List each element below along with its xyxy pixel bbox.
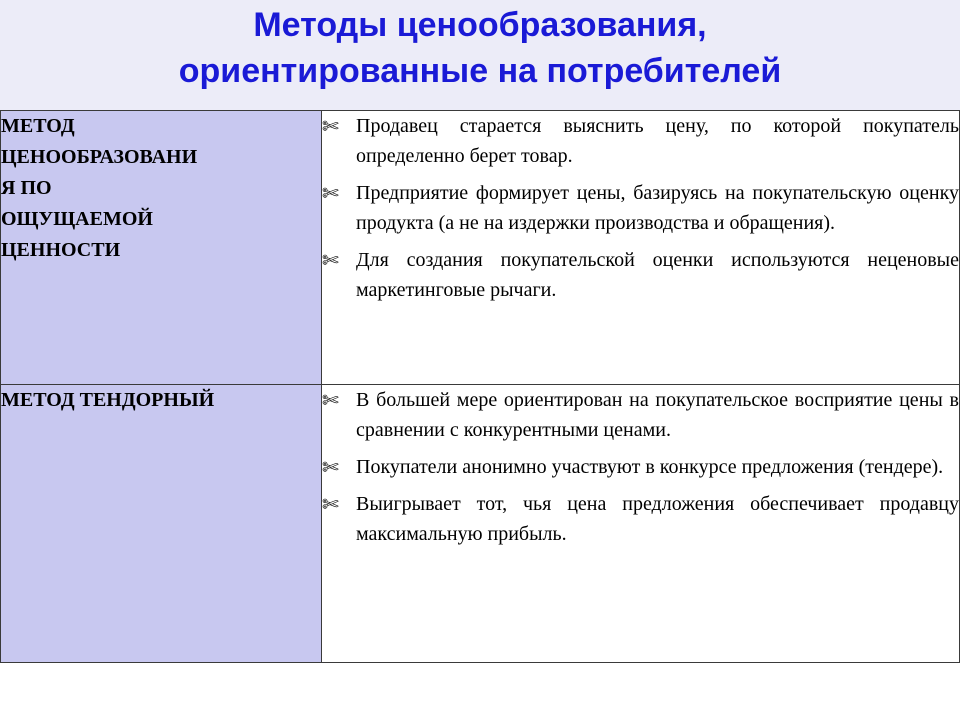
method-description-cell [322,385,960,663]
method-description-cell [322,111,960,385]
slide-title [0,2,960,94]
method-name-cell [1,385,322,663]
scissors-icon: ✄ [322,116,339,138]
table-row [1,111,960,385]
scissors-icon: ✄ [322,457,339,479]
method-name-cell [1,111,322,385]
bullet-item [322,452,959,482]
bullet-item [322,385,959,445]
bullet-item [322,489,959,549]
scissors-icon: ✄ [322,250,339,272]
scissors-icon: ✄ [322,494,339,516]
bullet-list [322,385,959,549]
scissors-icon: ✄ [322,183,339,205]
slide-title-line-1: Методы ценообразования, [253,6,707,44]
methods-table [0,110,960,663]
bullet-text: Предприятие формирует цены, базируясь на покупательскую оценку продукта (а не на издержки производства и обращения). [356,182,959,234]
bullet-text: Для создания покупательской оценки используются неценовые маркетинговые рычаги. [356,249,959,301]
bullet-text: Выигрывает тот, чья цена предложения обеспечивает продавцу максимальную прибыль. [356,493,959,545]
bullet-item [322,178,959,238]
method-name: МЕТОД ЦЕНООБРАЗОВАНИ Я ПО ОЩУЩАЕМОЙ ЦЕННОСТИ [1,115,198,261]
bullet-text: Продавец старается выяснить цену, по которой покупатель определенно берет товар. [356,115,959,167]
scissors-icon: ✄ [322,390,339,412]
bullet-item [322,245,959,305]
bullet-list [322,111,959,305]
bullet-item [322,111,959,171]
table-row [1,385,960,663]
method-name: МЕТОД ТЕНДОРНЫЙ [1,389,215,411]
slide-title-line-2: ориентированные на потребителей [178,52,782,90]
bullet-text: Покупатели анонимно участвуют в конкурсе предложения (тендере). [356,456,944,478]
bullet-text: В большей мере ориентирован на покупательское восприятие цены в сравнении с конкурентными ценами. [356,389,959,441]
